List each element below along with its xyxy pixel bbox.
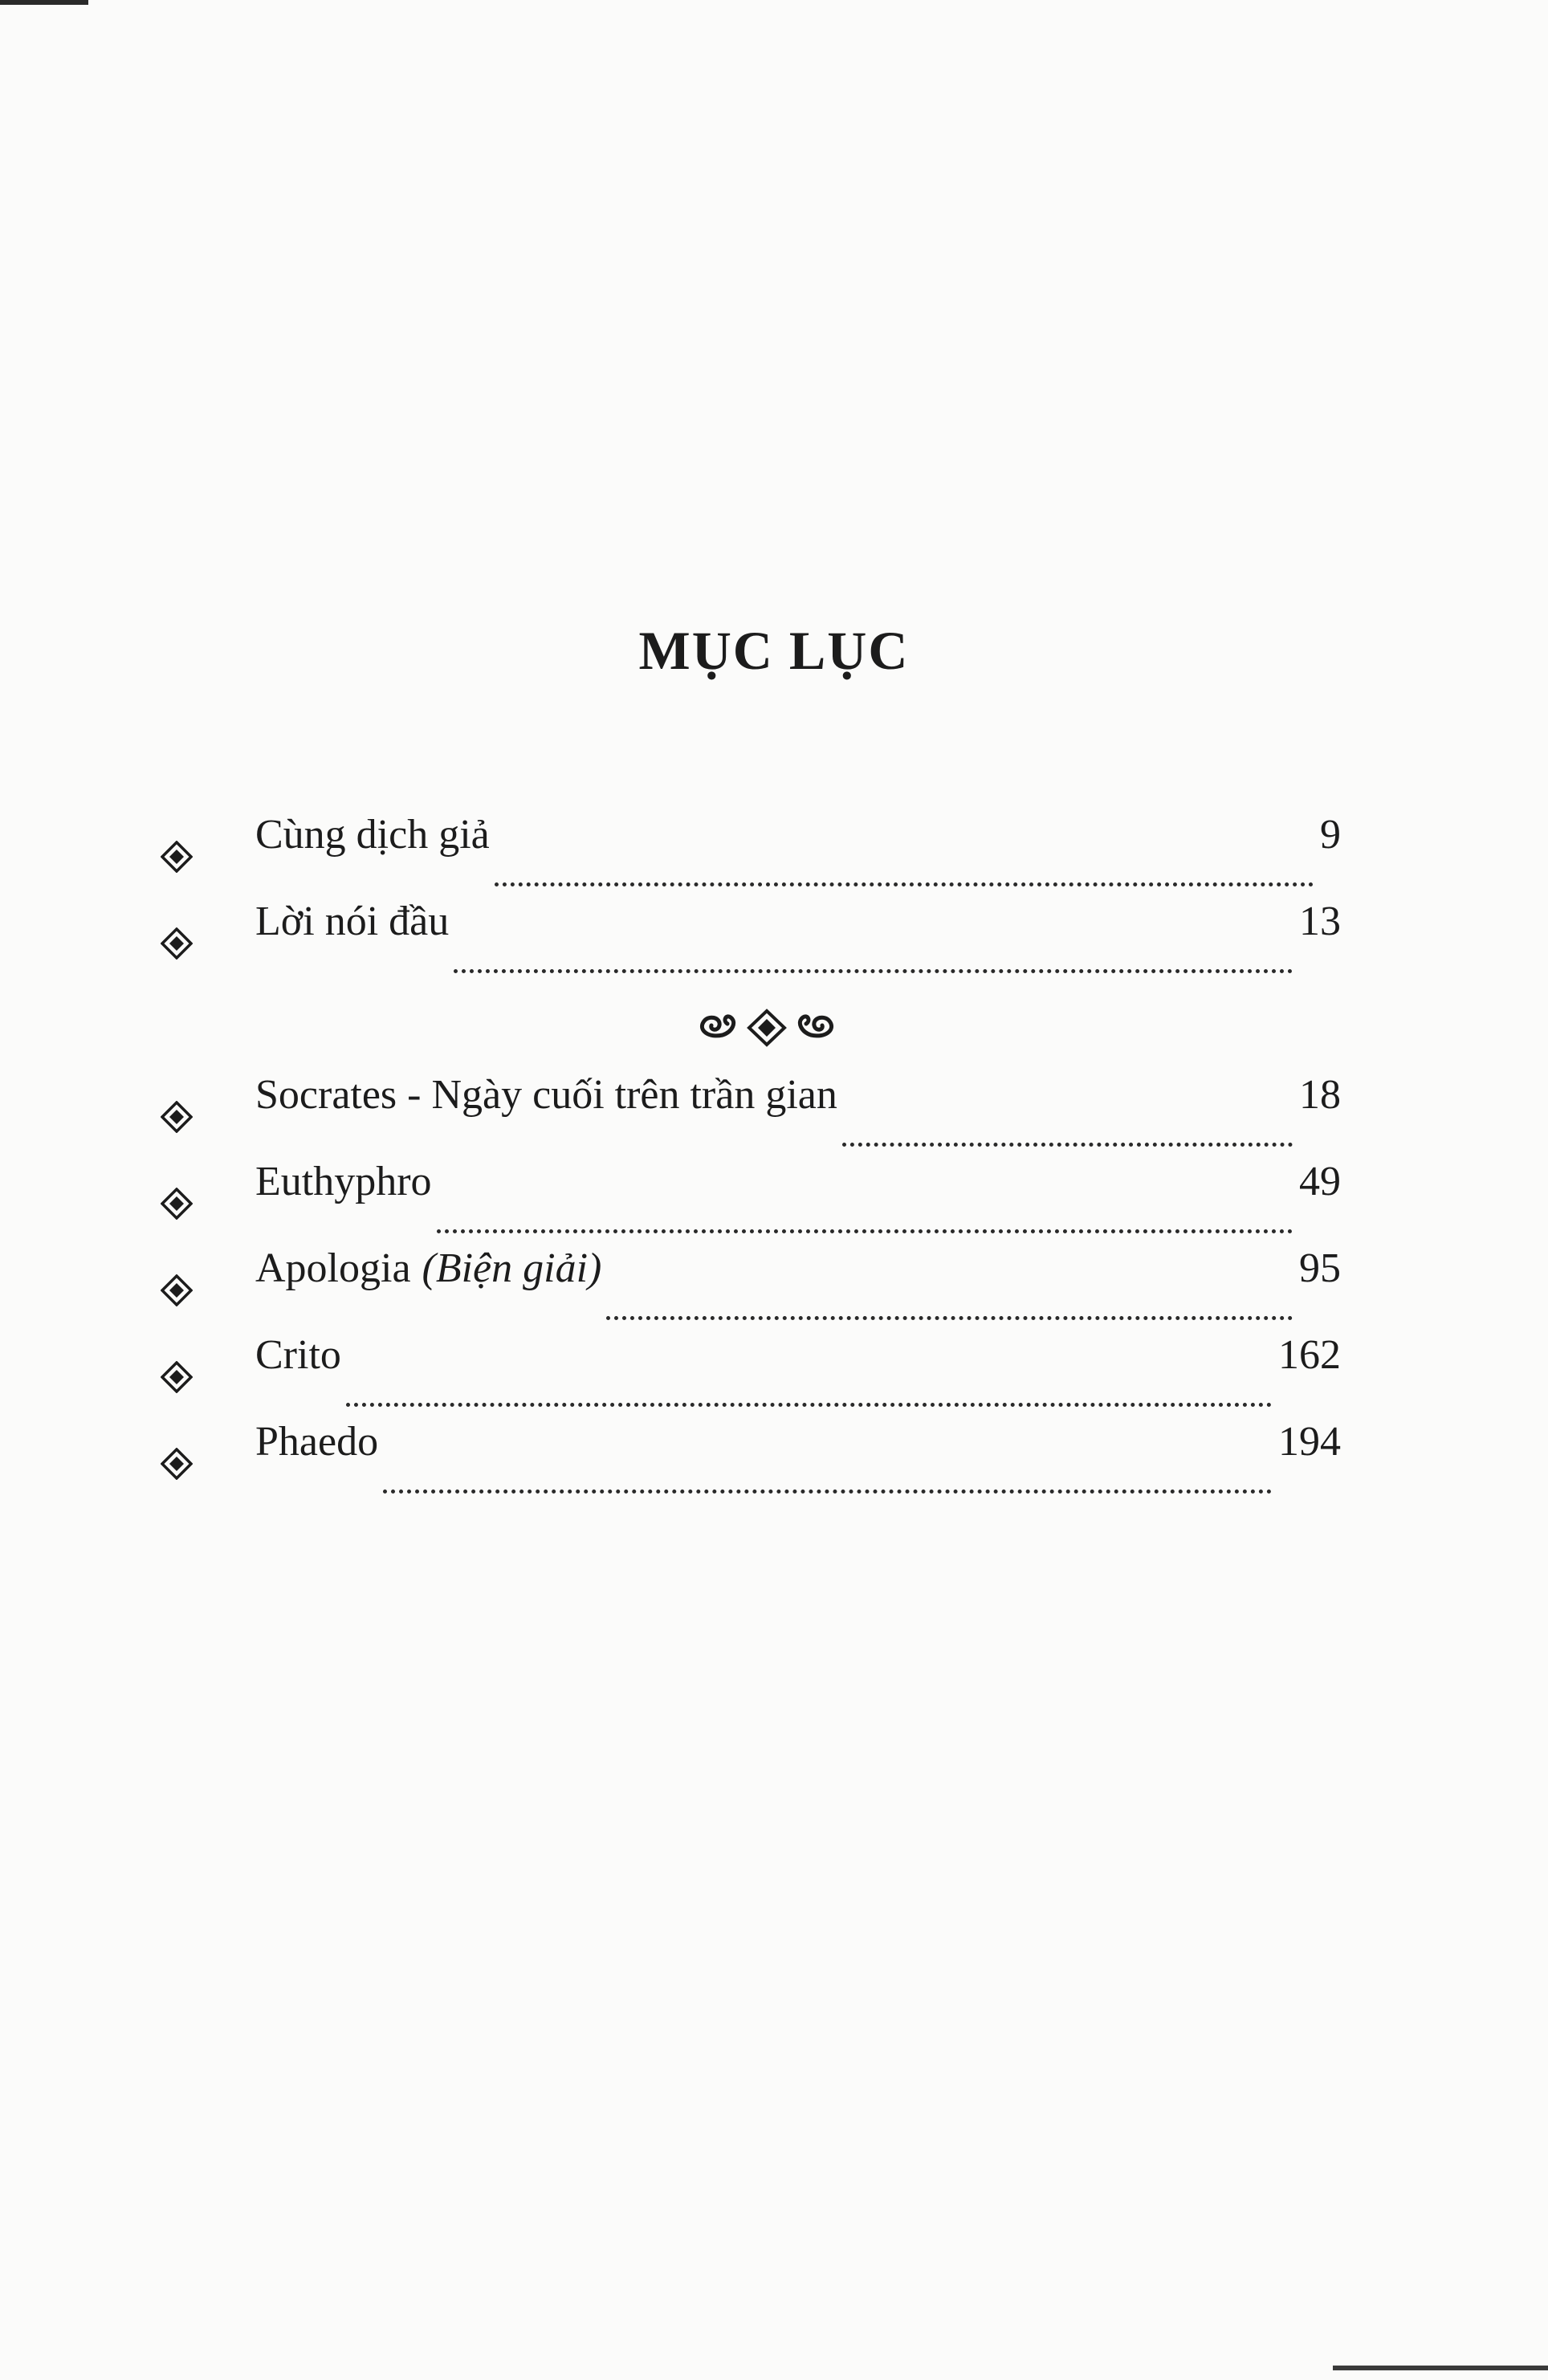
toc-entry-page: 194 [1278,1419,1341,1465]
section-separator [161,984,1341,1071]
dot-leader [437,1229,1293,1233]
dot-leader [454,969,1293,973]
toc-entry[interactable] [161,1245,1341,1331]
toc-entry-page: 49 [1299,1159,1341,1204]
toc-entry-title: Phaedo [255,1419,379,1465]
toc-entry-page: 95 [1299,1245,1341,1291]
bottom-edge-shadow [1333,2366,1548,2370]
toc-entry[interactable] [161,898,1341,984]
toc-entry[interactable] [161,1331,1341,1418]
toc-entry-page: 13 [1299,899,1341,944]
diamond-bullet-icon [161,1448,255,1480]
diamond-bullet-icon [161,1361,255,1393]
top-edge-shadow [0,0,88,5]
toc-entry-title: Crito [255,1332,341,1378]
toc-entry[interactable] [161,1071,1341,1158]
dot-leader [606,1316,1293,1320]
diamond-bullet-icon [161,1188,255,1220]
toc-entry-title: Euthyphro [255,1159,432,1204]
fleuron-ornament-icon [690,1006,843,1049]
dot-leader [842,1143,1293,1147]
toc-entry[interactable] [161,811,1341,898]
toc-entry-title: Lời nói đầu [255,899,450,944]
diamond-bullet-icon [161,1274,255,1306]
toc-entry-subtitle: (Biện giải) [422,1245,602,1291]
diamond-bullet-icon [161,1101,255,1133]
toc-entry-page: 9 [1320,812,1341,858]
diamond-bullet-icon [161,927,255,960]
page-title: MỤC LỤC [638,619,910,681]
table-of-contents [161,811,1341,1505]
toc-entry[interactable] [161,1158,1341,1245]
toc-entry-page: 18 [1299,1072,1341,1118]
toc-entry[interactable] [161,1418,1341,1505]
dot-leader [346,1403,1272,1407]
toc-entry-title: Socrates - Ngày cuối trên trần gian [255,1072,837,1118]
diamond-bullet-icon [161,841,255,873]
dot-leader [495,882,1314,886]
toc-entry-page: 162 [1278,1332,1341,1378]
toc-entry-title: Cùng dịch giả [255,812,490,858]
toc-entry-title: Apologia (Biện giải) [255,1245,602,1291]
dot-leader [383,1490,1272,1494]
